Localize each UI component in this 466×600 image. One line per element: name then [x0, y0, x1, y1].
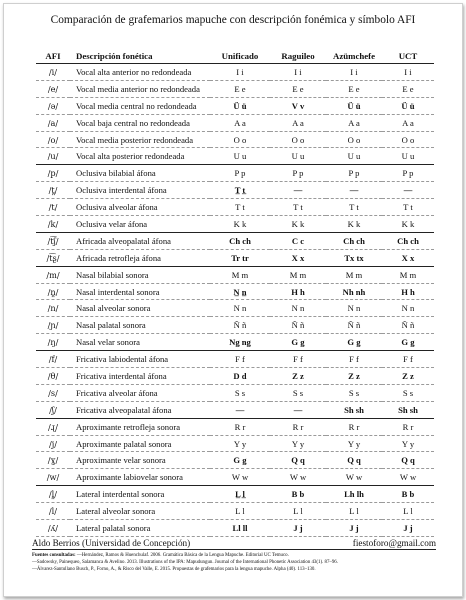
table-row — [36, 80, 434, 97]
azumchefe-cell: Q q — [326, 452, 382, 469]
header-raguileo: Raguileo — [270, 49, 326, 64]
description-cell: Aproximante labiovelar sonora — [70, 469, 210, 486]
uct-cell: F f — [382, 351, 434, 368]
azumchefe-cell: Ch ch — [326, 232, 382, 249]
table-row — [36, 317, 434, 334]
afi-cell: /w/ — [36, 469, 70, 486]
afi-cell: /f/ — [36, 351, 70, 368]
uct-cell: Q q — [382, 452, 434, 469]
unificado-cell: K k — [210, 216, 270, 233]
table-row — [36, 114, 434, 131]
description-cell: Nasal interdental sonora — [70, 283, 210, 300]
description-cell: Africada alveopalatal áfona — [70, 232, 210, 249]
footer-divider — [32, 549, 436, 550]
header-uct: UCT — [382, 49, 434, 64]
afi-cell: /t/ — [36, 199, 70, 216]
description-cell: Nasal velar sonora — [70, 334, 210, 351]
description-cell: Fricativa alveolar áfona — [70, 384, 210, 401]
table-header-row — [36, 49, 434, 64]
unificado-cell: I i — [210, 64, 270, 81]
description-cell: Nasal bilabial sonora — [70, 266, 210, 283]
azumchefe-cell: M m — [326, 266, 382, 283]
azumchefe-cell: S s — [326, 384, 382, 401]
uct-cell: X x — [382, 249, 434, 266]
table-row — [36, 384, 434, 401]
description-cell: Nasal alveolar sonora — [70, 300, 210, 317]
uct-cell: Ü ü — [382, 97, 434, 114]
afi-cell: /t͡ʃ/ — [36, 232, 70, 249]
unificado-cell: E e — [210, 80, 270, 97]
afi-cell: /t̪/ — [36, 182, 70, 199]
table-row — [36, 232, 434, 249]
azumchefe-cell: F f — [326, 351, 382, 368]
raguileo-cell: — — [270, 401, 326, 418]
table-row — [36, 435, 434, 452]
azumchefe-cell: K k — [326, 216, 382, 233]
uct-cell: Sh sh — [382, 401, 434, 418]
table-row — [36, 266, 434, 283]
azumchefe-cell: Ü ü — [326, 97, 382, 114]
table-row — [36, 216, 434, 233]
uct-cell: Z z — [382, 368, 434, 385]
description-cell: Vocal baja central no redondeada — [70, 114, 210, 131]
unificado-cell: Ch ch — [210, 232, 270, 249]
unificado-cell: L̲ l̲ — [210, 486, 270, 503]
raguileo-cell: L l — [270, 503, 326, 520]
description-cell: Oclusiva alveolar áfona — [70, 199, 210, 216]
unificado-cell: — — [210, 401, 270, 418]
table-row — [36, 368, 434, 385]
references — [32, 552, 442, 574]
azumchefe-cell: Ñ ñ — [326, 317, 382, 334]
table-row — [36, 148, 434, 165]
afi-cell: /t͡ʂ/ — [36, 249, 70, 266]
uct-cell: O o — [382, 131, 434, 148]
azumchefe-cell: Tx tx — [326, 249, 382, 266]
unificado-cell: U u — [210, 148, 270, 165]
table-row — [36, 300, 434, 317]
raguileo-cell: S s — [270, 384, 326, 401]
table-row — [36, 199, 434, 216]
description-cell: Aproximante velar sonora — [70, 452, 210, 469]
reference-item: —Hernández, Ramos & Huenchulaf. 2006. Gramática Básica de la Lengua Mapuche. Editorial UC Temuco. — [76, 553, 289, 558]
azumchefe-cell: G g — [326, 334, 382, 351]
uct-cell: Ñ ñ — [382, 317, 434, 334]
afi-cell: /l̪/ — [36, 486, 70, 503]
raguileo-cell: P p — [270, 165, 326, 182]
uct-cell: S s — [382, 384, 434, 401]
raguileo-cell: G g — [270, 334, 326, 351]
raguileo-cell: N n — [270, 300, 326, 317]
azumchefe-cell: Sh sh — [326, 401, 382, 418]
uct-cell: U u — [382, 148, 434, 165]
afi-cell: /ʃ/ — [36, 401, 70, 418]
unificado-cell: R r — [210, 418, 270, 435]
description-cell: Lateral palatal sonora — [70, 520, 210, 537]
raguileo-cell: J j — [270, 520, 326, 537]
azumchefe-cell: N n — [326, 300, 382, 317]
table-row — [36, 334, 434, 351]
afi-cell: /k/ — [36, 216, 70, 233]
document-page — [3, 3, 463, 597]
azumchefe-cell: E e — [326, 80, 382, 97]
unificado-cell: W w — [210, 469, 270, 486]
uct-cell: N n — [382, 300, 434, 317]
raguileo-cell: R r — [270, 418, 326, 435]
afi-cell: /p/ — [36, 165, 70, 182]
raguileo-cell: F f — [270, 351, 326, 368]
raguileo-cell: Y y — [270, 435, 326, 452]
table-row — [36, 249, 434, 266]
afi-cell: /o/ — [36, 131, 70, 148]
description-cell: Oclusiva bilabial áfona — [70, 165, 210, 182]
unificado-cell: N n — [210, 300, 270, 317]
afi-cell: /ʎ/ — [36, 520, 70, 537]
azumchefe-cell: W w — [326, 469, 382, 486]
unificado-cell: Y y — [210, 435, 270, 452]
unificado-cell: P p — [210, 165, 270, 182]
uct-cell: B b — [382, 486, 434, 503]
raguileo-cell: Ñ ñ — [270, 317, 326, 334]
unificado-cell: N̲ n̲ — [210, 283, 270, 300]
afi-cell: /i/ — [36, 64, 70, 81]
reference-item: —Álvarez-Santullano Busch, P., Forno, A., & Risco del Valle, E. 2015. Propuestas de grafemarios para la lengua mapuche. Alpha (40). 113–130. — [32, 567, 316, 573]
header-afi: AFI — [36, 49, 70, 64]
table-row — [36, 283, 434, 300]
table-row — [36, 418, 434, 435]
description-cell: Vocal media central no redondeada — [70, 97, 210, 114]
description-cell: Vocal alta anterior no redondeada — [70, 64, 210, 81]
afi-cell: /m/ — [36, 266, 70, 283]
raguileo-cell: W w — [270, 469, 326, 486]
afi-cell: /ɲ/ — [36, 317, 70, 334]
raguileo-cell: U u — [270, 148, 326, 165]
unificado-cell: L l — [210, 503, 270, 520]
table-row — [36, 401, 434, 418]
description-cell: Lateral alveolar sonora — [70, 503, 210, 520]
table-row — [36, 469, 434, 486]
raguileo-cell: — — [270, 182, 326, 199]
unificado-cell: D d — [210, 368, 270, 385]
afi-cell: /e/ — [36, 80, 70, 97]
unificado-cell: F f — [210, 351, 270, 368]
raguileo-cell: B b — [270, 486, 326, 503]
afi-cell: /ŋ/ — [36, 334, 70, 351]
table-row — [36, 165, 434, 182]
header-description: Descripción fonética — [70, 49, 210, 64]
uct-cell: K k — [382, 216, 434, 233]
uct-cell: H h — [382, 283, 434, 300]
afi-cell: /j/ — [36, 435, 70, 452]
description-cell: Vocal media anterior no redondeada — [70, 80, 210, 97]
table-row — [36, 520, 434, 537]
afi-cell: /ɣ/ — [36, 452, 70, 469]
raguileo-cell: V v — [270, 97, 326, 114]
azumchefe-cell: P p — [326, 165, 382, 182]
description-cell: Nasal palatal sonora — [70, 317, 210, 334]
uct-cell: E e — [382, 80, 434, 97]
raguileo-cell: I i — [270, 64, 326, 81]
azumchefe-cell: J j — [326, 520, 382, 537]
afi-cell: /n̪/ — [36, 283, 70, 300]
uct-cell: R r — [382, 418, 434, 435]
uct-cell: P p — [382, 165, 434, 182]
raguileo-cell: Z z — [270, 368, 326, 385]
raguileo-cell: K k — [270, 216, 326, 233]
table-row — [36, 64, 434, 81]
uct-cell: J j — [382, 520, 434, 537]
description-cell: Oclusiva velar áfona — [70, 216, 210, 233]
azumchefe-cell: A a — [326, 114, 382, 131]
table-row — [36, 97, 434, 114]
unificado-cell: Ü ü — [210, 97, 270, 114]
azumchefe-cell: Z z — [326, 368, 382, 385]
description-cell: Aproximante retrofleja sonora — [70, 418, 210, 435]
azumchefe-cell: I i — [326, 64, 382, 81]
unificado-cell: O o — [210, 131, 270, 148]
unificado-cell: A a — [210, 114, 270, 131]
unificado-cell: G g — [210, 452, 270, 469]
azumchefe-cell: L l — [326, 503, 382, 520]
azumchefe-cell: O o — [326, 131, 382, 148]
table-row — [36, 452, 434, 469]
unificado-cell: T̲ t̲ — [210, 182, 270, 199]
uct-cell: G g — [382, 334, 434, 351]
uct-cell: L l — [382, 503, 434, 520]
unificado-cell: Ll ll — [210, 520, 270, 537]
raguileo-cell: X x — [270, 249, 326, 266]
raguileo-cell: O o — [270, 131, 326, 148]
reference-item: —Sadowsky, Painequeo, Salamanca & Avelino. 2013. Illustrations of the IPA: Mapudungun. Journal of the International Phonetic Association 43(1). 87–96. — [32, 560, 338, 566]
author-email[interactable]: fiestoforo@gmail.com — [352, 538, 436, 548]
raguileo-cell: Q q — [270, 452, 326, 469]
uct-cell: Y y — [382, 435, 434, 452]
uct-cell: Ch ch — [382, 232, 434, 249]
uct-cell: M m — [382, 266, 434, 283]
afi-cell: /ə/ — [36, 97, 70, 114]
raguileo-cell: E e — [270, 80, 326, 97]
uct-cell: I i — [382, 64, 434, 81]
raguileo-cell: H h — [270, 283, 326, 300]
references-label: Fuentes consultadas: — [32, 553, 76, 558]
page-title: Comparación de grafemarios mapuche con descripción fonémica y símbolo AFI — [50, 14, 416, 26]
azumchefe-cell: — — [326, 182, 382, 199]
afi-cell: /θ/ — [36, 368, 70, 385]
description-cell: Africada retrofleja áfona — [70, 249, 210, 266]
afi-cell: /l/ — [36, 503, 70, 520]
afi-cell: /a/ — [36, 114, 70, 131]
raguileo-cell: C c — [270, 232, 326, 249]
azumchefe-cell: Nh nh — [326, 283, 382, 300]
description-cell: Fricativa alveopalatal áfona — [70, 401, 210, 418]
description-cell: Lateral interdental sonora — [70, 486, 210, 503]
azumchefe-cell: Lh lh — [326, 486, 382, 503]
uct-cell: T t — [382, 199, 434, 216]
header-azumchefe: Azümchefe — [326, 49, 382, 64]
afi-cell: /ɻ/ — [36, 418, 70, 435]
afi-cell: /n/ — [36, 300, 70, 317]
raguileo-cell: T t — [270, 199, 326, 216]
raguileo-cell: M m — [270, 266, 326, 283]
azumchefe-cell: T t — [326, 199, 382, 216]
unificado-cell: T t — [210, 199, 270, 216]
uct-cell: — — [382, 182, 434, 199]
uct-cell: W w — [382, 469, 434, 486]
description-cell: Vocal media posterior redondeada — [70, 131, 210, 148]
description-cell: Vocal alta posterior redondeada — [70, 148, 210, 165]
description-cell: Aproximante palatal sonora — [70, 435, 210, 452]
description-cell: Fricativa interdental áfona — [70, 368, 210, 385]
table-row — [36, 182, 434, 199]
author: Aldo Berrios (Universidad de Concepción) — [32, 538, 191, 548]
azumchefe-cell: Y y — [326, 435, 382, 452]
unificado-cell: M m — [210, 266, 270, 283]
unificado-cell: Ng ng — [210, 334, 270, 351]
table-row — [36, 486, 434, 503]
unificado-cell: Ñ ñ — [210, 317, 270, 334]
azumchefe-cell: R r — [326, 418, 382, 435]
grapheme-table — [36, 49, 434, 537]
header-unificado: Unificado — [210, 49, 270, 64]
raguileo-cell: A a — [270, 114, 326, 131]
table-row — [36, 503, 434, 520]
unificado-cell: S s — [210, 384, 270, 401]
azumchefe-cell: U u — [326, 148, 382, 165]
table-row — [36, 351, 434, 368]
description-cell: Fricativa labiodental áfona — [70, 351, 210, 368]
unificado-cell: Tr tr — [210, 249, 270, 266]
table-row — [36, 131, 434, 148]
afi-cell: /s/ — [36, 384, 70, 401]
afi-cell: /u/ — [36, 148, 70, 165]
description-cell: Oclusiva interdental áfona — [70, 182, 210, 199]
uct-cell: A a — [382, 114, 434, 131]
